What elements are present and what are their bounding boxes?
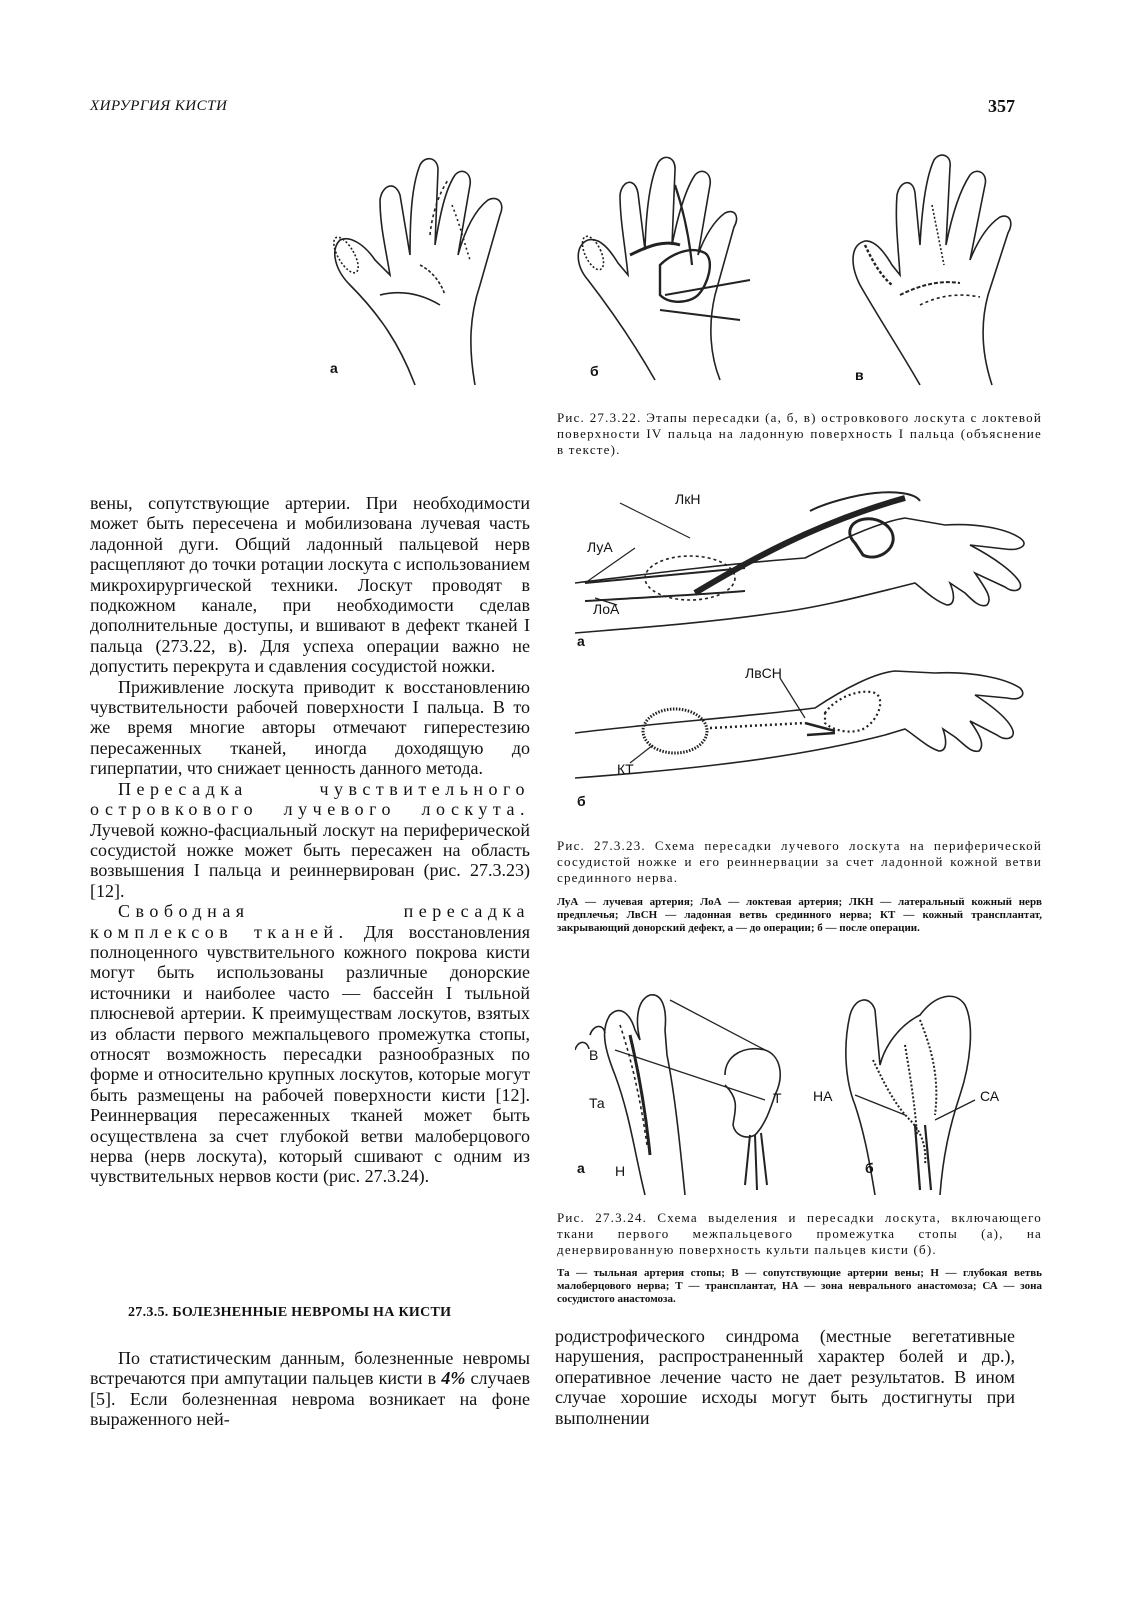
figure-27-3-24-caption: Рис. 27.3.24. Схема выделения и пересадки лоскута, включающего ткани первого межпальцевого промежутка стопы (а), на денервированную поверхность культи пальцев кисти (б). [557, 1210, 1042, 1257]
fig1-label-a: а [330, 360, 338, 376]
paragraph-3-body: Лучевой кожно-фасциальный лоскут на периферической сосудистой ножке может быть пересажен на область возвышения I пальца и реиннервирован (рис. 27.3.23) [12]. [90, 819, 530, 901]
paragraph-5-percent: 4% [441, 1368, 466, 1389]
running-title: ХИРУРГИЯ КИСТИ [90, 98, 228, 114]
paragraph-3 [90, 779, 530, 901]
fig3-label-a: а [577, 1160, 585, 1176]
fig2-label-kt: КТ [617, 761, 634, 777]
page-number: 357 [988, 96, 1015, 116]
fig3-label-sa: СА [980, 1088, 1000, 1104]
hand-drawing-b [578, 157, 750, 380]
right-paragraph-1: родистрофического синдрома (местные вегетативные нарушения, распространенный характер болей и др.), оперативное лечение часто не дает результатов. В ином случае хорошие исходы могут быть достигнуты при выполнении [555, 1326, 1015, 1428]
fig3-label-b: б [865, 1160, 874, 1176]
section-heading: 27.3.5. БОЛЕЗНЕННЫЕ НЕВРОМЫ НА КИСТИ [128, 1305, 452, 1320]
figure-27-3-22-caption: Рис. 27.3.22. Этапы пересадки (а, б, в) островкового лоскута с локтевой поверхности IV пальца на ладонную поверхность I пальца (объяснение в тексте). [557, 410, 1042, 457]
paragraph-4-spaced-heading: Свободная пересадка комплексов тканей. [90, 901, 530, 942]
paragraph-5-part-b: случаев [5]. Если болезненная неврома возникает на фоне выраженного ней- [90, 1368, 531, 1430]
fig2-label-lua: ЛуА [587, 539, 613, 555]
left-column-text [90, 493, 530, 1187]
fig3-label-na: НА [813, 1088, 833, 1104]
fig3-label-v: В [589, 1047, 599, 1063]
fig2-label-a: а [577, 633, 585, 649]
fig1-label-c: в [855, 367, 864, 383]
hand-drawing-c [853, 155, 1011, 385]
forearm-diagram-b [575, 671, 1023, 778]
fig3-label-t: Т [773, 1090, 782, 1106]
figure-27-3-23-legend: ЛуА — лучевая артерия; ЛоА — локтевая артерия; ЛКН — латеральный кожный нерв предплечья; ЛвСН — ладонная ветвь срединного нерва; КТ — кожный трансплантат, закрывающий донорский дефект, а — до операции; б — после операции. [557, 896, 1042, 934]
hand-drawing-a [329, 159, 502, 385]
figure-27-3-22 [320, 145, 1050, 400]
paragraph-4-body: Для восстановления полноценного чувствительного кожного покрова кисти могут быть использованы различные донорские источники и наиболее часто — бассейн I тыльной плюсневой артерии. К преимуществам лоскутов, взятых из области первого межпальцевого промежутка стопы, относят возможность пересадки разнообразных по форме и относительно крупных лоскутов, которые могут быть размещены на рабочей поверхности кисти [12]. Реиннервация пересаженных тканей может быть осуществлена за счет глубокой ветви малоберцового нерва (нерв лоскута), который сшивают с одним из чувствительных нервов кости (рис. 27.3.24). [90, 921, 530, 1187]
fig2-label-loa: ЛоА [593, 601, 620, 617]
fig2-label-lkn: ЛкН [675, 491, 701, 507]
fig3-label-n: Н [615, 1163, 626, 1179]
paragraph-3-spaced-heading: Пересадка чувствительного островкового лучевого лоскута. [90, 778, 530, 820]
foot-hand-diagrams-svg [575, 985, 1045, 1200]
fig3-label-ta: Та [589, 1095, 605, 1111]
right-column-bottom-text [555, 1326, 1015, 1428]
fig2-label-lvsn: ЛвСН [745, 665, 782, 681]
paragraph-1: вены, сопутствующие артерии. При необходимости может быть пересечена и мобилизована лучевая часть ладонной дуги. Общий ладонный пальцевой нерв расщепляют до точки ротации лоскута с использованием микрохирургической техники. Лоскут проводят в подкожном канале, при необходимости сделав дополнительные доступы, и вшивают в дефект тканей I пальца (273.22, в). Для успеха операции важно не допустить перекрута и сдавления сосудистой ножки. [90, 493, 530, 677]
fig2-label-b: б [577, 793, 586, 809]
figure-27-3-24 [575, 985, 1045, 1200]
left-column-bottom-text [90, 1348, 530, 1430]
fig1-label-b: б [590, 363, 599, 379]
forearm-diagrams-svg [575, 483, 1045, 823]
paragraph-5-part-a: По статистическим данным, болезненные невромы встречаются при ампутации пальцев кисти в [90, 1348, 530, 1389]
forearm-diagram-a [575, 492, 1024, 633]
paragraph-4 [90, 901, 530, 1187]
hand-drawings-svg [320, 145, 1050, 400]
paragraph-2: Приживление лоскута приводит к восстановлению чувствительности рабочей поверхности I пальца. В то же время многие авторы отмечают гиперестезию пересаженных тканей, иногда доходящую до гиперпатии, что снижает ценность данного метода. [90, 676, 530, 779]
foot-diagram-a [575, 995, 780, 1195]
figure-27-3-24-legend: Та — тыльная артерия стопы; В — сопутствующие артерии вены; Н — глубокая ветвь малоберцового нерва; Т — трансплантат, НА — зона неврального анастомоза; СА — зона сосудистого анастомоза. [557, 1267, 1042, 1305]
paragraph-5 [90, 1348, 530, 1430]
figure-27-3-23 [575, 483, 1045, 823]
figure-27-3-23-caption: Рис. 27.3.23. Схема пересадки лучевого лоскута на периферической сосудистой ножке и его реиннервации за счет ладонной кожной ветви срединного нерва. [557, 838, 1042, 885]
